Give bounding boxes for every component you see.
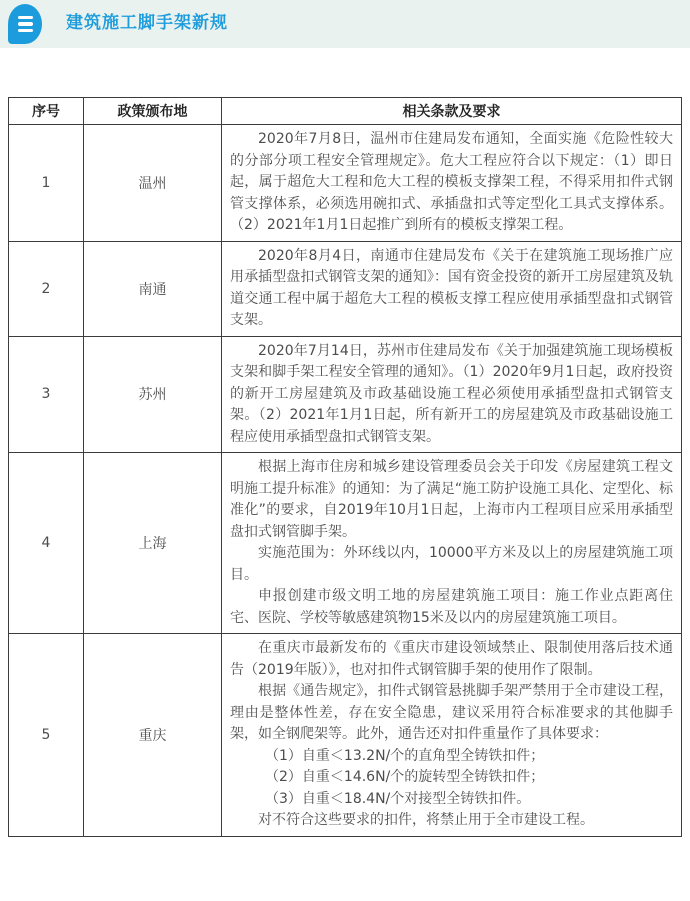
requirement-list-item: （1）自重＜13.2N/个的直角型全铸铁扣件；: [265, 747, 545, 764]
table-row: [9, 125, 682, 242]
requirement-paragraph: 在重庆市最新发布的《重庆市建设领域禁止、限制使用落后技术通告（2019年版）》，也对扣件式钢管脚手架的使用作了限制。: [230, 640, 673, 678]
list-icon-bar: [18, 22, 33, 26]
table-row: [9, 241, 682, 336]
section-title: 建筑施工脚手架新规: [66, 13, 228, 33]
requirement-paragraph: 2020年7月8日，温州市住建局发布通知，全面实施《危险性较大的分部分项工程安全管理规定》。危大工程应符合以下规定：（1）即日起，属于超危大工程和危大工程的模板支撑架工程，不得采用扣件式钢管支撑体系，必须选用碗扣式、承插盘扣式等定型化工具式支撑体系。（2）2021年1月1日起推广到所有的模板支撑架工程。: [230, 131, 673, 233]
list-icon-bar: [18, 29, 33, 33]
row-requirements: [222, 634, 682, 837]
requirement-paragraph: 对不符合这些要求的扣件，将禁止用于全市建设工程。: [258, 812, 594, 828]
row-index: 1: [9, 125, 84, 242]
row-index: 2: [9, 241, 84, 336]
policy-table: [8, 97, 682, 837]
row-requirements: [222, 453, 682, 634]
row-location: 南通: [84, 241, 222, 336]
table-row: [9, 453, 682, 634]
table-header: [9, 98, 682, 125]
row-location: 上海: [84, 453, 222, 634]
requirement-paragraph: 2020年7月14日，苏州市住建局发布《关于加强建筑施工现场模板支架和脚手架工程安全管理的通知》。（1）2020年9月1日起，政府投资的新开工房屋建筑及市政基础设施工程必须使用承插型盘扣式钢管支架。（2）2021年1月1日起，所有新开工的房屋建筑及市政基础设施工程应使用承插型盘扣式钢管支架。: [230, 342, 673, 445]
row-requirements: [222, 336, 682, 453]
requirement-paragraph: 根据上海市住房和城乡建设管理委员会关于印发《房屋建筑工程文明施工提升标准》的通知：为了满足“施工防护设施工具化、定型化、标准化”的要求，自2019年10月1日起，上海市内工程项目应采用承插型盘扣式钢管脚手架。: [230, 459, 673, 540]
section-header: [0, 0, 690, 48]
requirement-paragraph: 申报创建市级文明工地的房屋建筑施工项目：施工作业点距离住宅、医院、学校等敏感建筑物15米及以内的房屋建筑施工项目。: [230, 588, 673, 626]
row-location: 温州: [84, 125, 222, 242]
table-row: [9, 336, 682, 453]
table-row: [9, 634, 682, 837]
table-body: [9, 125, 682, 837]
row-requirements: [222, 241, 682, 336]
row-index: 5: [9, 634, 84, 837]
requirement-list-item: （3）自重＜18.4N/个对接型全铸铁扣件。: [265, 790, 531, 807]
table-header-row: [9, 98, 682, 125]
list-icon-bar: [18, 16, 33, 20]
col-header-location: 政策颁布地: [84, 98, 222, 125]
row-location: 重庆: [84, 634, 222, 837]
col-header-index: 序号: [9, 98, 84, 125]
row-index: 3: [9, 336, 84, 453]
col-header-requirements: 相关条款及要求: [222, 98, 682, 125]
list-icon: [8, 4, 42, 44]
requirement-list-item: （2）自重＜14.6N/个的旋转型全铸铁扣件；: [265, 769, 545, 785]
requirement-paragraph: 实施范围为：外环线以内，10000平方米及以上的房屋建筑施工项目。: [230, 545, 673, 583]
requirement-paragraph: 2020年8月4日，南通市住建局发布《关于在建筑施工现场推广应用承插型盘扣式钢管支架的通知》：国有资金投资的新开工房屋建筑及轨道交通工程中属于超危大工程的模板支撑工程应使用承插型盘扣式钢管支架。: [230, 247, 673, 328]
requirement-paragraph: 根据《通告规定》，扣件式钢管悬挑脚手架严禁用于全市建设工程，理由是整体性差，存在安全隐患，建议采用符合标准要求的其他脚手架，如全钢爬架等。此外，通告还对扣件重量作了具体要求：: [230, 683, 673, 742]
row-location: 苏州: [84, 336, 222, 453]
row-requirements: [222, 125, 682, 242]
row-index: 4: [9, 453, 84, 634]
